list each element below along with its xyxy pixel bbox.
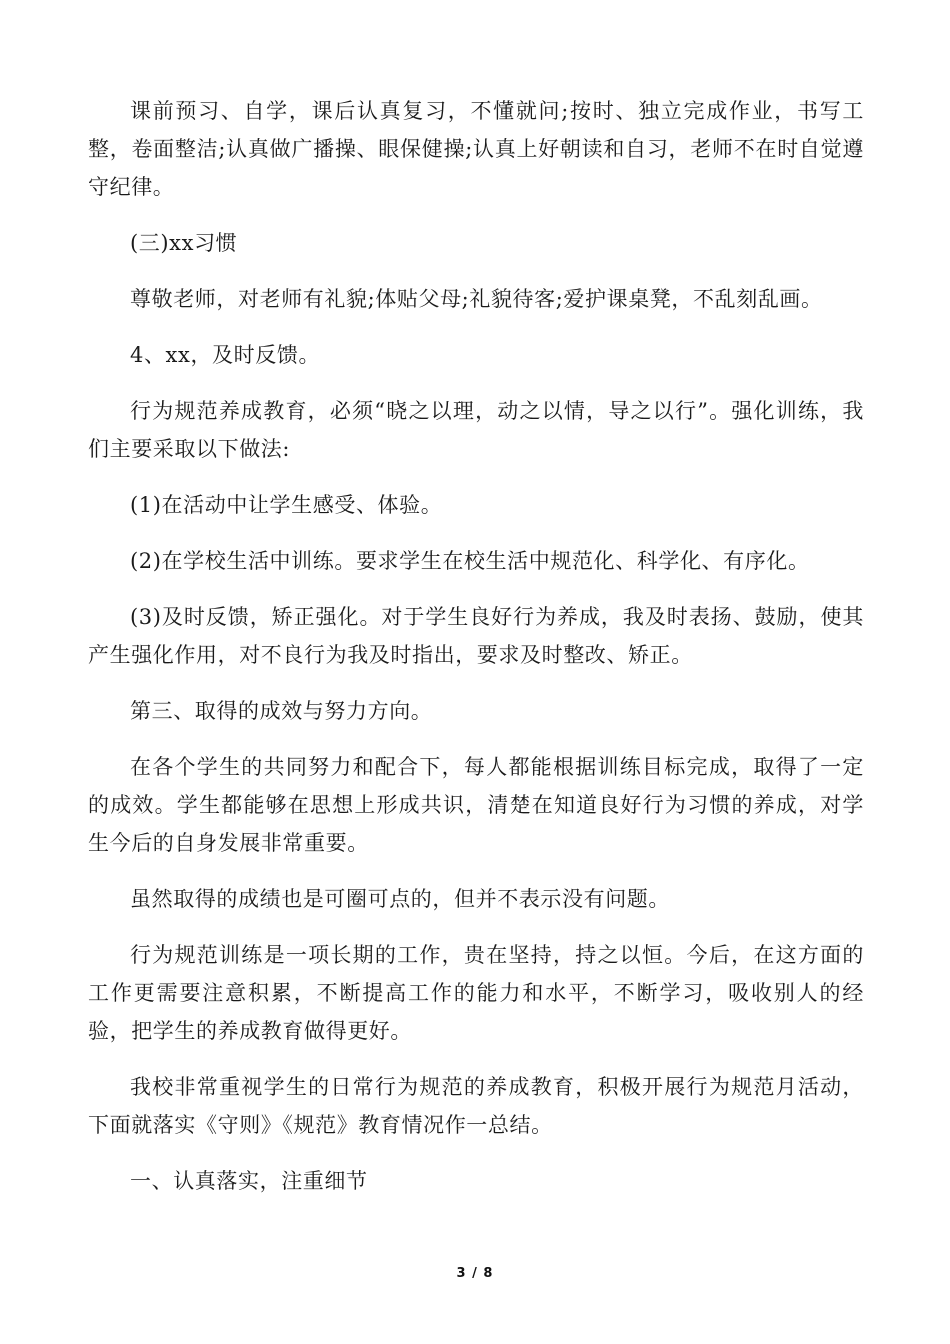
paragraph: 行为规范养成教育，必须“晓之以理，动之以情，导之以行”。强化训练，我们主要采取以下做法: (88, 399, 864, 461)
section-heading: 4、xx，及时反馈。 (130, 343, 321, 367)
section-heading: 第三、取得的成效与努力方向。 (130, 699, 433, 723)
list-item: (1)在活动中让学生感受、体验。 (130, 493, 443, 517)
paragraph: 虽然取得的成绩也是可圈可点的，但并不表示没有问题。 (130, 887, 670, 911)
paragraph: 我校非常重视学生的日常行为规范的养成教育，积极开展行为规范月活动，下面就落实《守则》《规范》教育情况作一总结。 (88, 1075, 864, 1137)
document-body (88, 92, 864, 1218)
paragraph: 尊敬老师，对老师有礼貌;体贴父母;礼貌待客;爱护课桌凳，不乱刻乱画。 (130, 287, 823, 311)
section-heading: 一、认真落实，注重细节 (130, 1169, 368, 1193)
page-number: 3 / 8 (456, 1266, 494, 1281)
paragraph: 在各个学生的共同努力和配合下，每人都能根据训练目标完成，取得了一定的成效。学生都能够在思想上形成共识，清楚在知道良好行为习惯的养成，对学生今后的自身发展非常重要。 (88, 755, 864, 855)
list-item: (3)及时反馈，矫正强化。对于学生良好行为养成，我及时表扬、鼓励，使其产生强化作用，对不良行为我及时指出，要求及时整改、矫正。 (88, 605, 864, 667)
paragraph: 课前预习、自学，课后认真复习，不懂就问;按时、独立完成作业，书写工整，卷面整洁;认真做广播操、眼保健操;认真上好朝读和自习，老师不在时自觉遵守纪律。 (88, 99, 864, 199)
section-heading: (三)xx习惯 (130, 231, 238, 255)
paragraph: 行为规范训练是一项长期的工作，贵在坚持，持之以恒。今后，在这方面的工作更需要注意积累，不断提高工作的能力和水平，不断学习，吸收别人的经验，把学生的养成教育做得更好。 (88, 943, 864, 1043)
list-item: (2)在学校生活中训练。要求学生在校生活中规范化、科学化、有序化。 (130, 549, 810, 573)
